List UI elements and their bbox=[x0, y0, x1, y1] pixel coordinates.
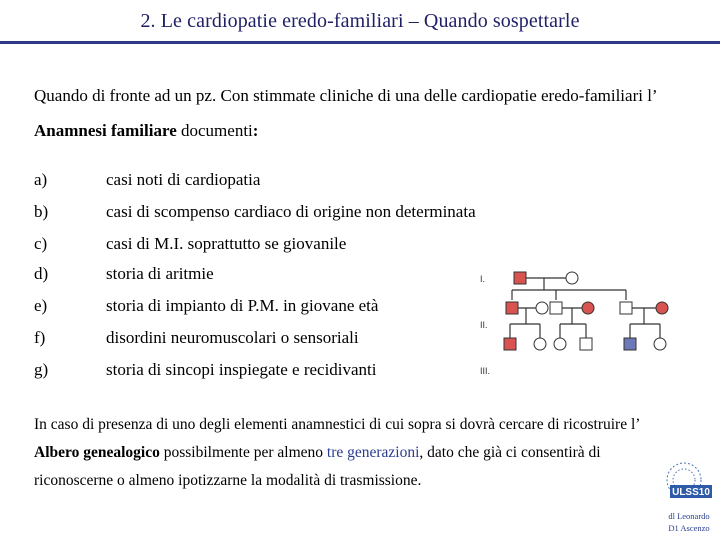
intro-paragraph bbox=[34, 78, 674, 148]
slide-title: 2. Le cardiopatie eredo-familiari – Quando sospettarle bbox=[140, 10, 580, 32]
pedigree-diagram bbox=[478, 262, 678, 387]
pedigree-female bbox=[554, 338, 566, 350]
pedigree-female bbox=[536, 302, 548, 314]
pedigree-male bbox=[580, 338, 592, 350]
pedigree-male-affected bbox=[504, 338, 516, 350]
list-item-text: disordini neuromuscolari o sensoriali bbox=[106, 328, 359, 347]
pedigree-female-affected bbox=[582, 302, 594, 314]
list-item-label: b) bbox=[34, 202, 49, 221]
generation-label: I. bbox=[480, 274, 486, 284]
intro-text-2: documenti bbox=[176, 121, 253, 140]
list-item-text: storia di sincopi inspiegate e recidivanti bbox=[106, 360, 377, 379]
list-item-text: casi noti di cardiopatia bbox=[106, 170, 261, 189]
generation-label: II. bbox=[480, 320, 488, 330]
list-item-label: d) bbox=[34, 264, 49, 283]
author-credit bbox=[660, 510, 718, 534]
list-item-text: casi di scompenso cardiaco di origine non determinata bbox=[106, 202, 476, 221]
outro-text-1: In caso di presenza di uno degli elementi anamnestici di cui sopra si dovrà cercare di ricostruire l’ bbox=[34, 416, 640, 433]
pedigree-male bbox=[620, 302, 632, 314]
pedigree-male-affected bbox=[506, 302, 518, 314]
outro-bold: Albero genealogico bbox=[34, 444, 160, 461]
ulss-logo bbox=[662, 460, 714, 506]
list-item-label: e) bbox=[34, 296, 48, 315]
conclusion-paragraph bbox=[34, 411, 654, 495]
pedigree-female bbox=[566, 272, 578, 284]
pedigree-male-affected bbox=[514, 272, 526, 284]
pedigree-male-proband bbox=[624, 338, 636, 350]
list-item-label: g) bbox=[34, 360, 49, 379]
credit-line: D1 Ascenzo bbox=[668, 523, 710, 533]
pedigree-female-affected bbox=[656, 302, 668, 314]
pedigree-female bbox=[534, 338, 546, 350]
list-item-text: storia di impianto di P.M. in giovane età bbox=[106, 296, 379, 315]
pedigree-male bbox=[550, 302, 562, 314]
list-item-text: storia di aritmie bbox=[106, 264, 214, 283]
list-item-label: f) bbox=[34, 328, 46, 347]
outro-text-2: possibilmente per almeno bbox=[159, 444, 327, 461]
intro-colon: : bbox=[252, 121, 259, 140]
logo-text: ULSS10 bbox=[672, 487, 710, 498]
generation-label: III. bbox=[480, 366, 491, 376]
outro-text-3: , dato che già ci consentirà di riconoscerne o almeno ipotizzarne la modalità di trasmissione. bbox=[34, 444, 601, 489]
pedigree-female bbox=[654, 338, 666, 350]
intro-bold: Anamnesi familiare bbox=[34, 121, 177, 140]
outro-accent: tre generazioni bbox=[326, 444, 420, 461]
intro-text-1: Quando di fronte ad un pz. Con stimmate cliniche di una delle cardiopatie eredo-familiari l’ bbox=[34, 86, 657, 105]
list-item-label: c) bbox=[34, 234, 48, 253]
title-divider bbox=[0, 41, 720, 44]
list-item-label: a) bbox=[34, 170, 48, 189]
list-item-text: casi di M.I. soprattutto se giovanile bbox=[106, 234, 347, 253]
credit-line: dl Leonardo bbox=[668, 511, 710, 521]
